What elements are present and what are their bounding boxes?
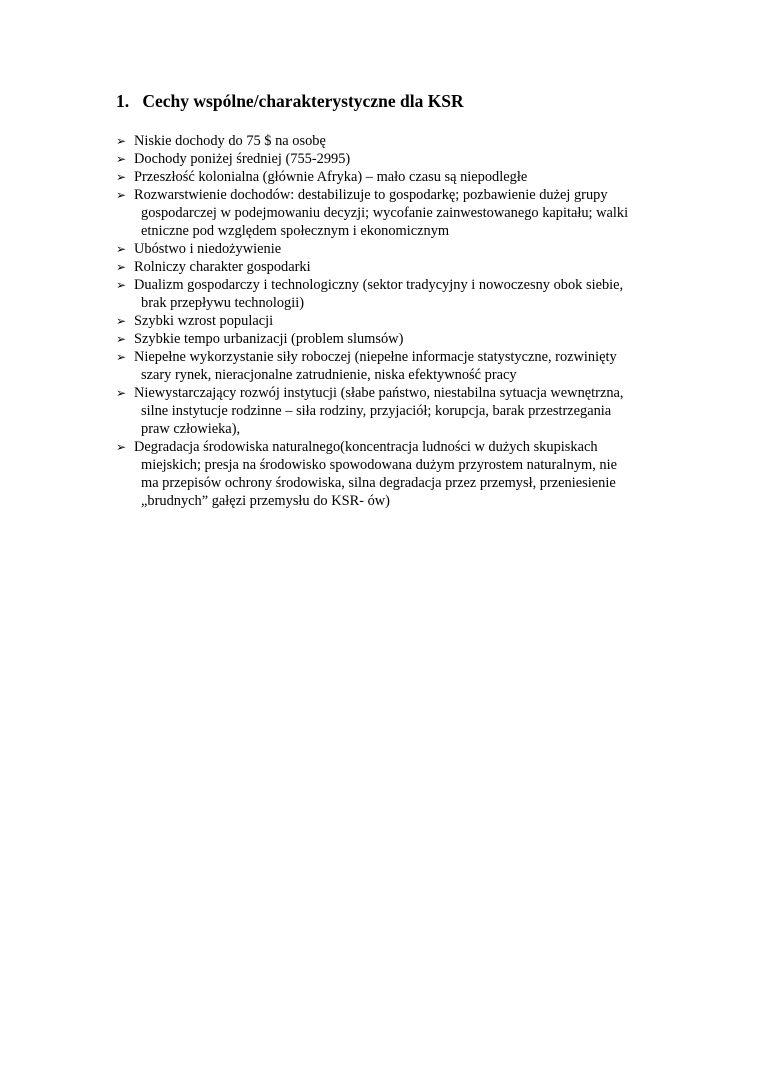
arrow-bullet-icon: ➢ [116,260,127,274]
list-item-text [134,312,696,330]
list-item-line: „brudnych” gałęzi przemysłu do KSR- ów) [141,493,390,509]
list-item-line: Dualizm gospodarczy i technologiczny (sektor tradycyjny i nowoczesny obok siebie, [134,277,624,293]
list-item-line: Niewystarczający rozwój instytucji (słabe państwo, niestabilna sytuacja wewnętrzna, [134,385,624,401]
list-item-line: gospodarczej w podejmowaniu decyzji; wycofanie zainwestowanego kapitału; walki [141,205,629,221]
list-item-line: Niskie dochody do 75 $ na osobę [134,133,326,149]
list-item [116,276,696,312]
arrow-bullet-icon: ➢ [116,386,127,400]
list-item [116,312,696,330]
list-item-line: Przeszłość kolonialna (głównie Afryka) – mało czasu są niepodległe [134,169,528,185]
list-item [116,168,696,186]
list-item-line: Szybkie tempo urbanizacji (problem slumsów) [134,331,404,347]
arrow-bullet-icon: ➢ [116,242,127,256]
heading-title: Cechy wspólne/charakterystyczne dla KSR [142,91,464,111]
list-item [116,258,696,276]
list-item-line: praw człowieka), [141,421,241,437]
bullet-list [116,132,696,510]
list-item-text [134,240,696,258]
list-item-text [134,348,696,384]
list-item-text [134,186,696,240]
heading-number: 1. [116,91,130,111]
list-item [116,186,696,240]
list-item [116,150,696,168]
list-item-text [134,330,696,348]
list-item [116,330,696,348]
list-item-line: Ubóstwo i niedożywienie [134,241,282,257]
list-item-text [134,438,696,510]
list-item-text [134,276,696,312]
list-item [116,240,696,258]
list-item-line: silne instytucje rodzinne – siła rodziny, przyjaciół; korupcja, barak przestrzegania [141,403,612,419]
list-item-line: Degradacja środowiska naturalnego(koncentracja ludności w dużych skupiskach [134,439,598,455]
list-item-line: Niepełne wykorzystanie siły roboczej (niepełne informacje statystyczne, rozwinięty [134,349,617,365]
list-item-text [134,258,696,276]
list-item-line: Dochody poniżej średniej (755-2995) [134,151,351,167]
list-item-line: brak przepływu technologii) [141,295,305,311]
list-item-text [134,150,696,168]
list-item-line: Szybki wzrost populacji [134,313,274,329]
arrow-bullet-icon: ➢ [116,332,127,346]
arrow-bullet-icon: ➢ [116,314,127,328]
list-item-line: miejskich; presja na środowisko spowodowana dużym przyrostem naturalnym, nie [141,457,617,473]
list-item [116,384,696,438]
list-item-text [134,168,696,186]
list-item-line: ma przepisów ochrony środowiska, silna degradacja przez przemysł, przeniesienie [141,475,616,491]
list-item-line: Rozwarstwienie dochodów: destabilizuje to gospodarkę; pozbawienie dużej grupy [134,187,608,203]
arrow-bullet-icon: ➢ [116,350,127,364]
list-item-line: szary rynek, nieracjonalne zatrudnienie, niska efektywność pracy [141,367,517,383]
arrow-bullet-icon: ➢ [116,170,127,184]
list-item-line: Rolniczy charakter gospodarki [134,259,311,275]
arrow-bullet-icon: ➢ [116,440,127,454]
arrow-bullet-icon: ➢ [116,134,127,148]
list-item-line: etniczne pod względem społecznym i ekonomicznym [141,223,450,239]
section-heading [116,90,464,112]
arrow-bullet-icon: ➢ [116,278,127,292]
list-item [116,438,696,510]
list-item [116,348,696,384]
list-item-text [134,132,696,150]
list-item [116,132,696,150]
arrow-bullet-icon: ➢ [116,152,127,166]
arrow-bullet-icon: ➢ [116,188,127,202]
list-item-text [134,384,696,438]
